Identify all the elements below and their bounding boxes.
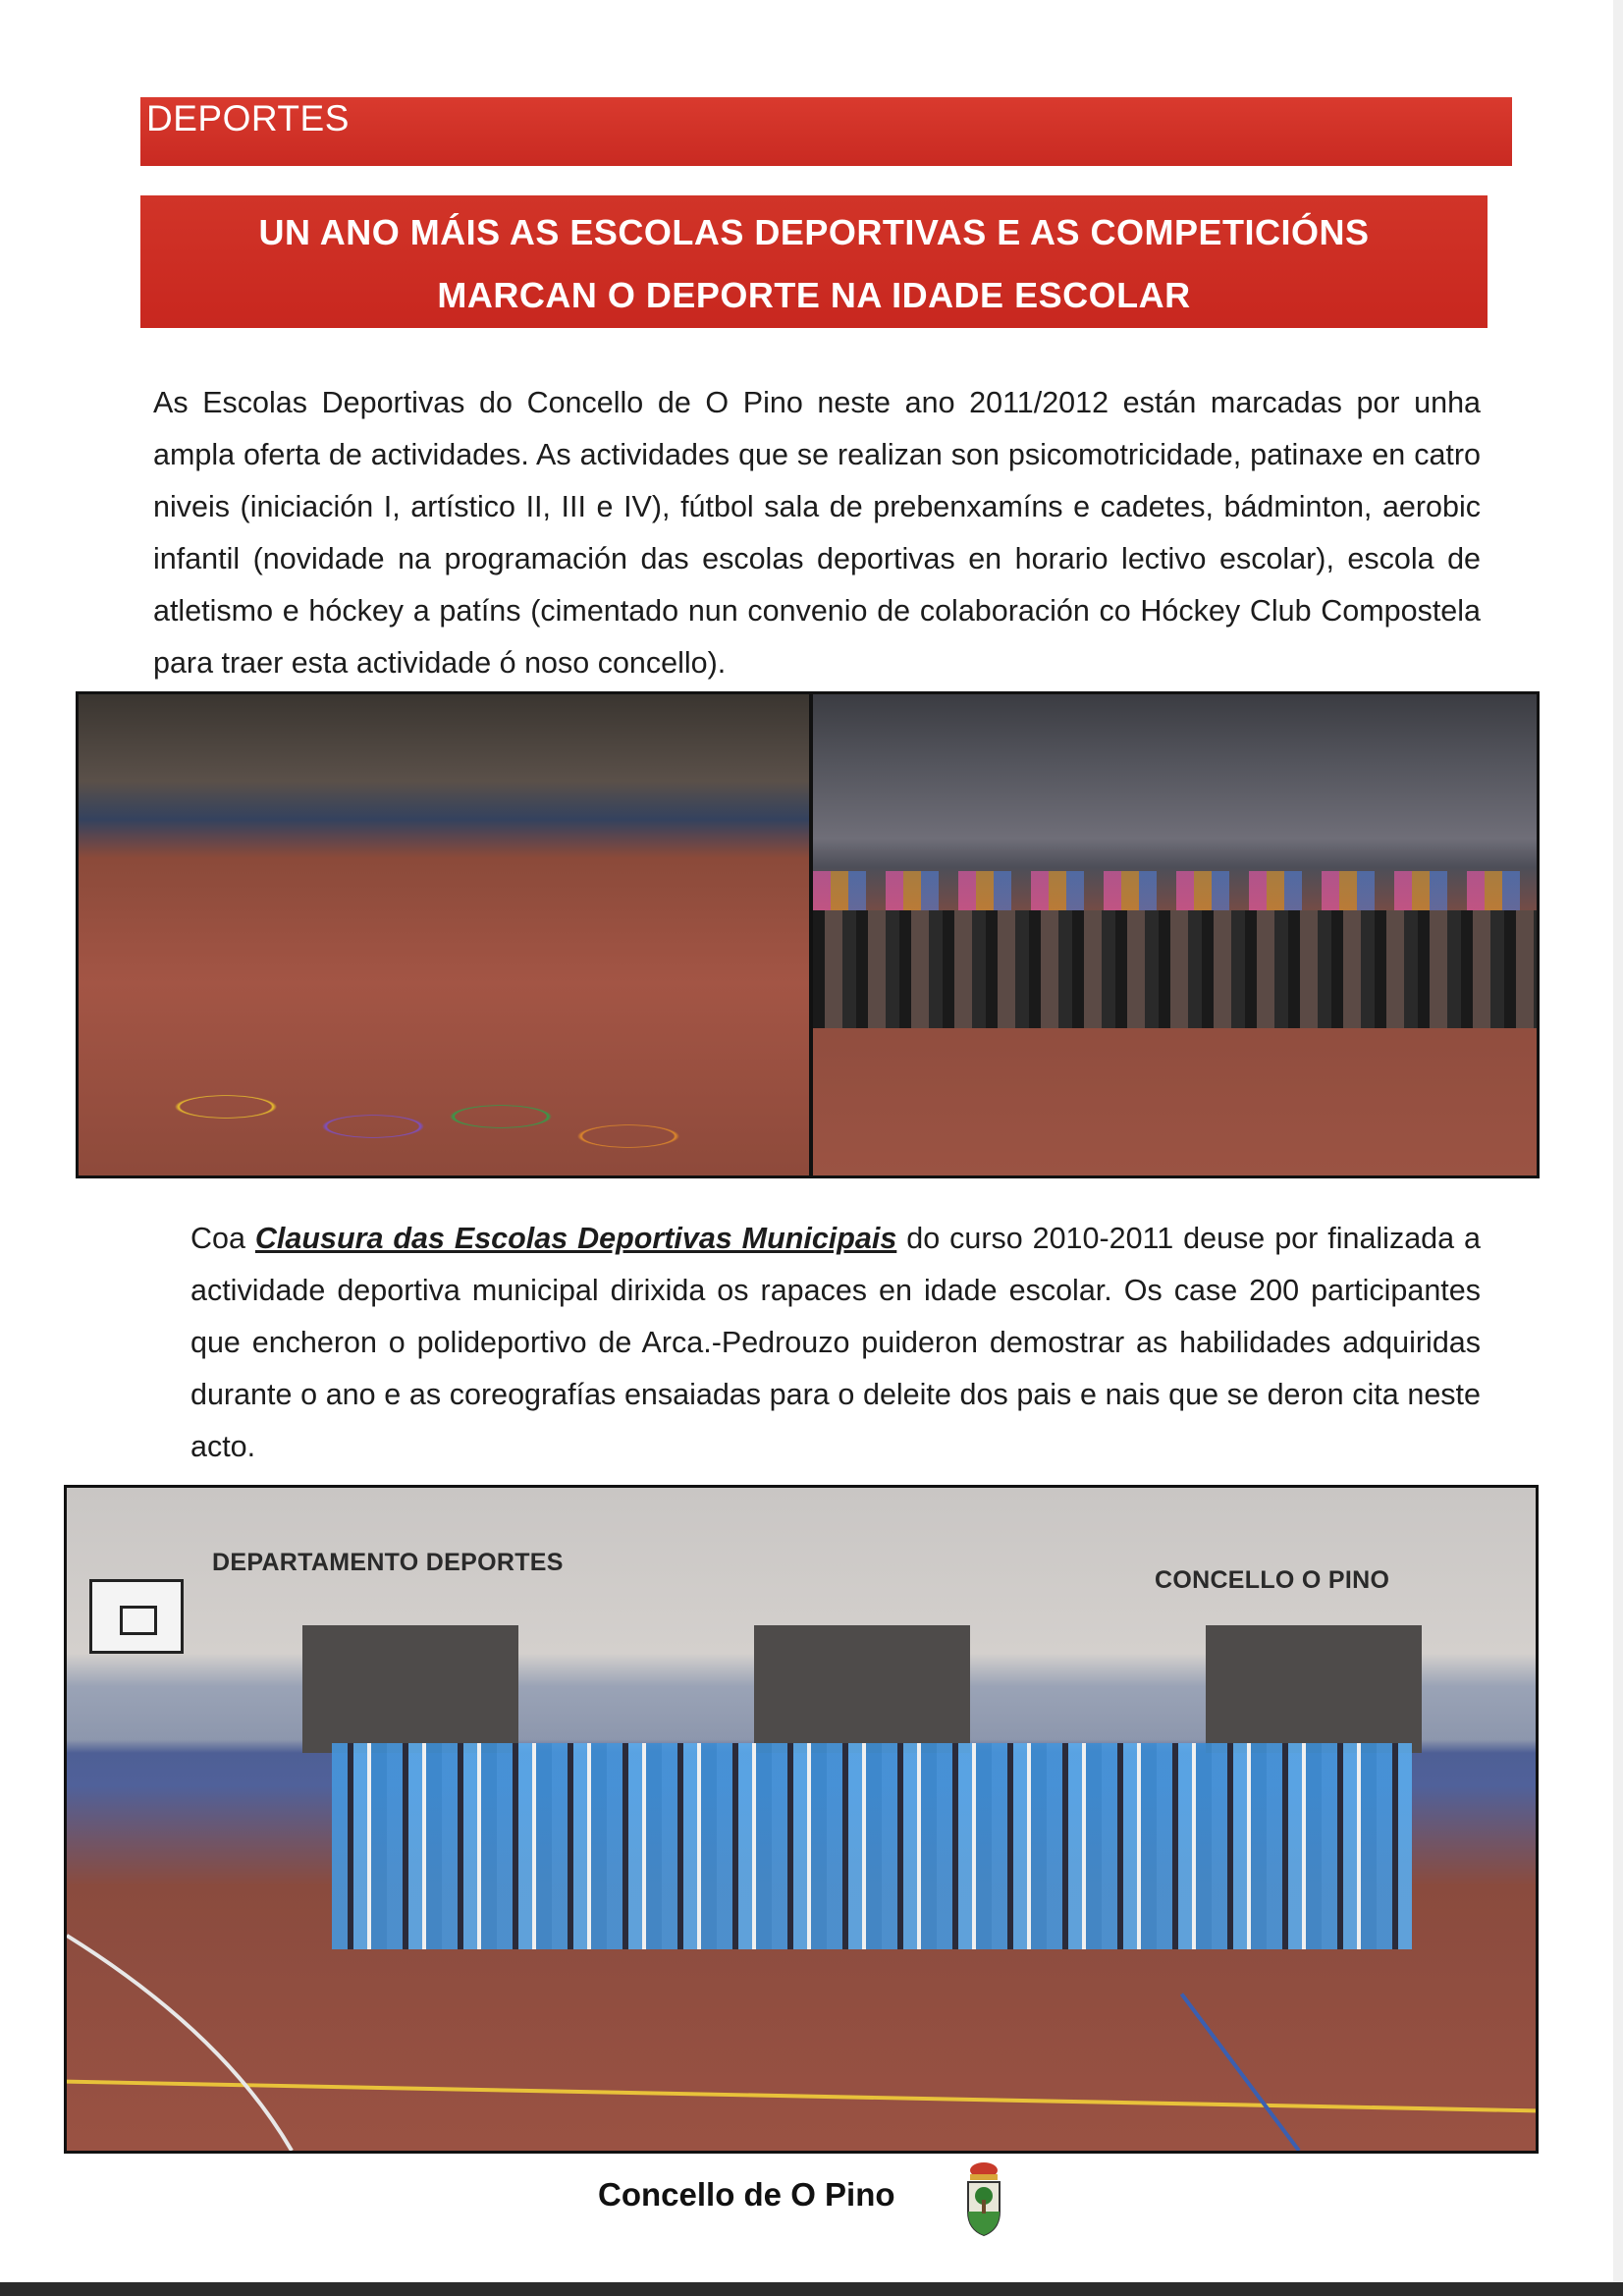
closing-highlight: Clausura das Escolas Deportivas Municipais	[254, 1222, 897, 1255]
section-title: DEPORTES	[146, 98, 350, 138]
headline-line-1: UN ANO MÁIS AS ESCOLAS DEPORTIVAS E AS COMPETICIÓNS	[258, 212, 1370, 252]
wall-sign-concello: CONCELLO O PINO	[1155, 1566, 1390, 1594]
intro-paragraph: As Escolas Deportivas do Concello de O Pino neste ano 2011/2012 están marcadas por unha ampla oferta de actividades. As actividades que se realizan son psicomotricidade, patinaxe en catro niveis (iniciación I, artístico II, III e IV), fútbol sala de prebenxamíns e cadetes, bádminton, aerobic infantil (novidade na programación das escolas deportivas en horario lectivo escolar), escola de atletismo e hóckey a patíns (cimentado nun convenio de colaboración co Hóckey Club Compostela para traer esta actividade ó noso concello).	[153, 386, 1481, 680]
closing-prefix: Coa	[190, 1222, 255, 1255]
section-header	[140, 97, 1512, 166]
footer-title: Concello de O Pino	[598, 2176, 895, 2213]
municipal-crest-icon	[960, 2160, 1007, 2239]
photo-children-psychomotricity	[76, 691, 812, 1178]
headline-line-2: MARCAN O DEPORTE NA IDADE ESCOLAR	[437, 275, 1191, 315]
page-edge-right	[1613, 0, 1623, 2296]
closing-paragraph	[190, 1213, 1481, 1473]
basketball-hoop-icon	[89, 1579, 184, 1654]
photo-group-closing-ceremony	[64, 1485, 1539, 2154]
wall-sign-departamento: DEPARTAMENTO DEPORTES	[212, 1549, 564, 1576]
photo-skating-performance	[811, 691, 1540, 1178]
page-edge-bottom	[0, 2282, 1623, 2296]
headline-banner	[140, 195, 1488, 328]
closing-rest: do curso 2010-2011 deuse por finalizada a actividade deportiva municipal dirixida os rapaces en idade escolar. Os case 200 participantes que encheron o polideportivo de Arca.-Pedrouzo puideron demostrar as habilidades adquiridas durante o ano e as coreografías ensaiadas para o deleite dos pais e nais que se deron cita neste acto.	[190, 1222, 1481, 1463]
